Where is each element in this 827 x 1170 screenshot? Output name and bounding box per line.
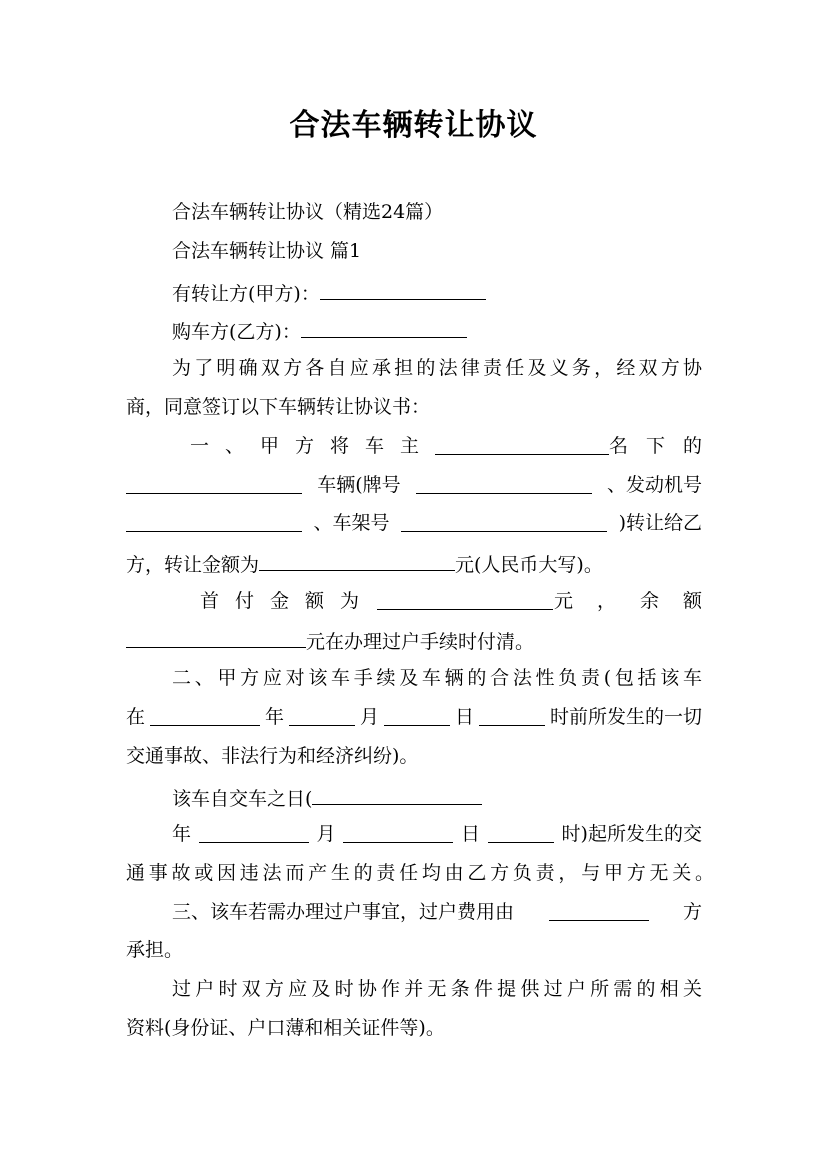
- clause-text: 时)起所发生的交: [561, 823, 702, 845]
- seller-blank: [320, 279, 486, 300]
- balance-blank: [126, 627, 306, 648]
- vehicle-blank: [126, 473, 302, 494]
- year-blank: [199, 822, 309, 843]
- engine-blank: [126, 511, 302, 532]
- clause-text: 、发动机号: [606, 474, 702, 496]
- clause-text: 名下的: [608, 435, 720, 457]
- clause-text: 一、甲方将车主: [190, 435, 436, 457]
- clause-text: 元，余额: [553, 590, 726, 612]
- clause-text: 年: [264, 706, 284, 728]
- clause-text: 方，转让金额为: [126, 554, 260, 576]
- paragraph-line: 资料(身份证、户口薄和相关证件等)。: [126, 1017, 445, 1039]
- year-blank: [150, 705, 260, 726]
- delivery-date-blank: [312, 784, 482, 805]
- hour-blank: [479, 705, 545, 726]
- paragraph-line: 商，同意签订以下车辆转让协议书：: [126, 396, 431, 418]
- payment-line: [126, 627, 534, 651]
- clause-text: 月: [316, 823, 336, 845]
- clause-text: )转让给乙: [618, 512, 702, 534]
- clause-text: 日: [461, 823, 481, 845]
- clause-text: 、车架号: [313, 512, 390, 534]
- clause-text: 首付金额为: [200, 590, 376, 612]
- hour-blank: [488, 822, 554, 843]
- clause-3-line: 承担。: [126, 939, 184, 961]
- plate-blank: [416, 473, 592, 494]
- payment-line: [200, 589, 726, 613]
- seller-label: 有转让方(甲方)：: [172, 283, 320, 305]
- fee-payer-blank: [549, 900, 649, 921]
- clause-text: 元(人民币大写)。: [455, 554, 603, 576]
- clause-text: 日: [454, 706, 474, 728]
- clause-1-line: [126, 550, 603, 574]
- delivery-line: [172, 822, 702, 846]
- clause-text: 三、该车若需办理过户事宜，过户费用由: [172, 901, 515, 923]
- price-blank: [259, 550, 455, 571]
- buyer-label: 购车方(乙方)：: [172, 321, 301, 343]
- buyer-line: [172, 317, 467, 341]
- frame-blank: [401, 511, 607, 532]
- month-blank: [289, 705, 355, 726]
- down-payment-blank: [377, 589, 553, 610]
- clause-text: 元在办理过户手续时付清。: [306, 631, 535, 653]
- clause-2-line: 二、甲方应对该车手续及车辆的合法性负责(包括该车: [172, 667, 702, 689]
- clause-text: 方: [682, 901, 702, 923]
- clause-1-line: [126, 473, 702, 497]
- clause-1-line: [190, 434, 720, 458]
- clause-text: 年: [172, 823, 192, 845]
- clause-text: 在: [126, 706, 146, 728]
- delivery-line: [172, 784, 482, 808]
- clause-text: 月: [359, 706, 379, 728]
- clause-text: 时前所发生的一切: [549, 706, 702, 728]
- paragraph-line: 为了明确双方各自应承担的法律责任及义务，经双方协: [172, 357, 702, 379]
- clause-2-line: 交通事故、非法行为和经济纠纷)。: [126, 745, 419, 767]
- day-blank: [384, 705, 450, 726]
- clause-1-line: [126, 511, 702, 535]
- clause-text: 该车自交车之日(: [172, 788, 313, 810]
- month-blank: [343, 822, 453, 843]
- delivery-line: 通事故或因违法而产生的责任均由乙方负责，与甲方无关。: [126, 862, 714, 884]
- buyer-blank: [301, 317, 467, 338]
- document-title: 合法车辆转让协议: [289, 108, 538, 143]
- clause-text: 车辆(牌号: [317, 474, 401, 496]
- seller-line: [172, 279, 486, 303]
- clause-2-line: [126, 705, 702, 729]
- clause-3-line: [172, 900, 702, 924]
- owner-blank: [435, 434, 609, 455]
- section-heading: 合法车辆转让协议 篇1: [172, 240, 362, 262]
- subtitle-line: 合法车辆转让协议（精选24篇）: [172, 201, 444, 223]
- paragraph-line: 过户时双方应及时协作并无条件提供过户所需的相关: [172, 978, 702, 1000]
